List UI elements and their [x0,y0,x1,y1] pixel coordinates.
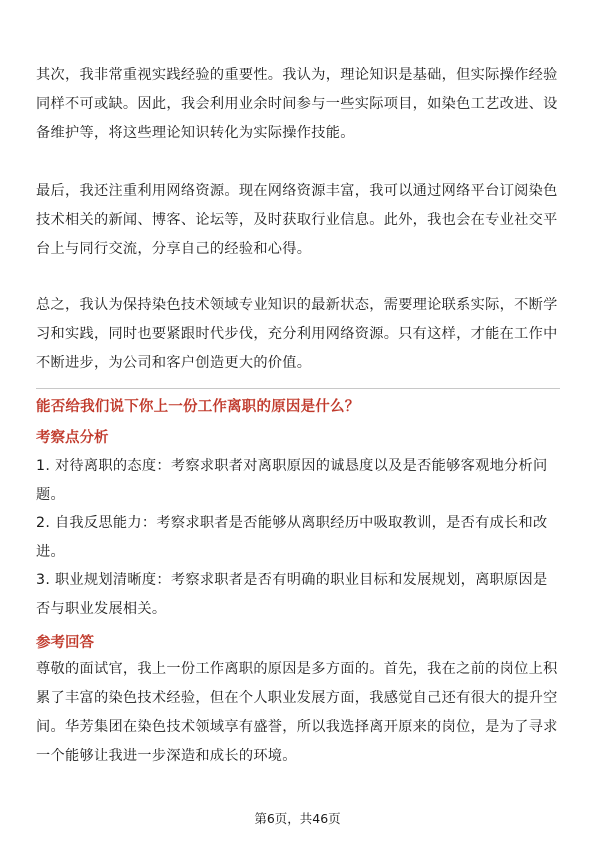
section-divider [36,388,560,389]
reference-heading: 参考回答 [36,635,94,651]
interview-question: 能否给我们说下你上一份工作离职的原因是什么？ [36,399,360,415]
analysis-item: 2. 自我反思能力：考察求职者是否能够从离职经历中吸取教训，是否有成长和改进。 [36,515,548,560]
analysis-heading: 考察点分析 [36,430,109,446]
paragraph-practice: 其次，我非常重视实践经验的重要性。我认为，理论知识是基础，但实际操作经验同样不可或缺。因此，我会利用业余时间参与一些实际项目，如染色工艺改进、设备维护等，将这些理论知识转化为实际操作技能。 [36,67,558,141]
reference-answer: 尊敬的面试官，我上一份工作离职的原因是多方面的。首先，我在之前的岗位上积累了丰富的染色技术经验，但在个人职业发展方面，我感觉自己还有很大的提升空间。华芳集团在染色技术领域享有盛誉，所以我选择离开原来的岗位，是为了寻求一个能够让我进一步深造和成长的环境。 [36,661,558,764]
paragraph-summary: 总之，我认为保持染色技术领域专业知识的最新状态，需要理论联系实际，不断学习和实践，同时也要紧跟时代步伐，充分利用网络资源。只有这样，才能在工作中不断进步，为公司和客户创造更大的价值。 [36,297,558,371]
analysis-item: 1. 对待离职的态度：考察求职者对离职原因的诚恳度以及是否能够客观地分析问题。 [36,458,548,503]
paragraph-network: 最后，我还注重利用网络资源。现在网络资源丰富，我可以通过网络平台订阅染色技术相关的新闻、博客、论坛等，及时获取行业信息。此外，我也会在专业社交平台上与同行交流，分享自己的经验和心得。 [36,183,558,257]
page-number: 第6页，共46页 [254,811,341,826]
analysis-item: 3. 职业规划清晰度：考察求职者是否有明确的职业目标和发展规划，离职原因是否与职业发展相关。 [36,572,548,617]
